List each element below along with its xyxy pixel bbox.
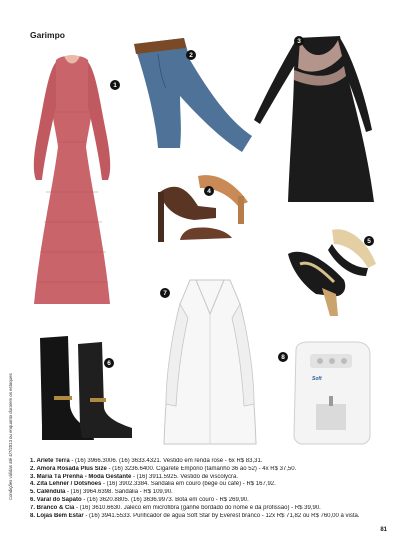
caption-4: 4. Zita Lehner / Dotshoes - (16) 3902.3384. Sandália em couro (bege ou café) - R$ 167,92. — [30, 481, 276, 488]
caption-5: 5. Calêndula - (16) 3964.6398. Sandália - R$ 109,90. — [30, 489, 173, 496]
marker-1: 1 — [110, 80, 120, 90]
product-captions — [30, 458, 370, 520]
caption-2: 2. Amora Rosada Plus Size - (16) 3236.6400. Cigarete Empório (tamanho 36 ao 52) - 4x R$ 37,50. — [30, 465, 297, 472]
boots-image — [36, 330, 136, 442]
caption-8: 8. Lojas Bem Estar - (16) 3941.5533. Purificador de água Soft Star by Everest branco - 12x R$ 71,82 ou R$ 760,00 à vista. — [30, 512, 360, 519]
marker-7: 7 — [160, 288, 170, 298]
marker-8: 8 — [278, 352, 288, 362]
validity-note: Condições válidas até 4/7/2013 ou enquanto durarem os estoques — [8, 373, 13, 500]
water-purifier-image — [286, 340, 376, 446]
purifier-logo: Soft — [312, 376, 322, 382]
section-title: Garimpo — [30, 30, 65, 40]
caption-3: 3. Maria Tá Prenha - Moda Gestante - (16) 3911.5925. Vestido de viscolycra. — [30, 473, 238, 480]
marker-2: 2 — [186, 50, 196, 60]
sandals-image — [150, 172, 255, 250]
lab-coat-image — [160, 274, 260, 448]
marker-4: 4 — [204, 186, 214, 196]
marker-3: 3 — [294, 36, 304, 46]
jeans-image — [128, 30, 258, 156]
marker-6: 6 — [104, 358, 114, 368]
page-number: 81 — [380, 527, 387, 533]
maternity-dress-image — [250, 30, 390, 210]
caption-6: 6. Varal do Sapato - (16) 3620.8805. (16) 3636.9973. Bota em couro - R$ 269,90. — [30, 496, 249, 503]
caption-1: 1. Arlete Terra - (16) 3966.3006. (16) 3633.4321. Vestido em renda rosé - 6x R$ 83,31. — [30, 458, 263, 464]
caption-7: 7. Branco & Cia - (16) 3610.6630. Jaleco em microfibra (ganhe bordado do nome e da profissão) - R$ 39,90. — [30, 504, 321, 511]
marker-5: 5 — [364, 236, 374, 246]
lace-dress-image — [26, 52, 118, 312]
